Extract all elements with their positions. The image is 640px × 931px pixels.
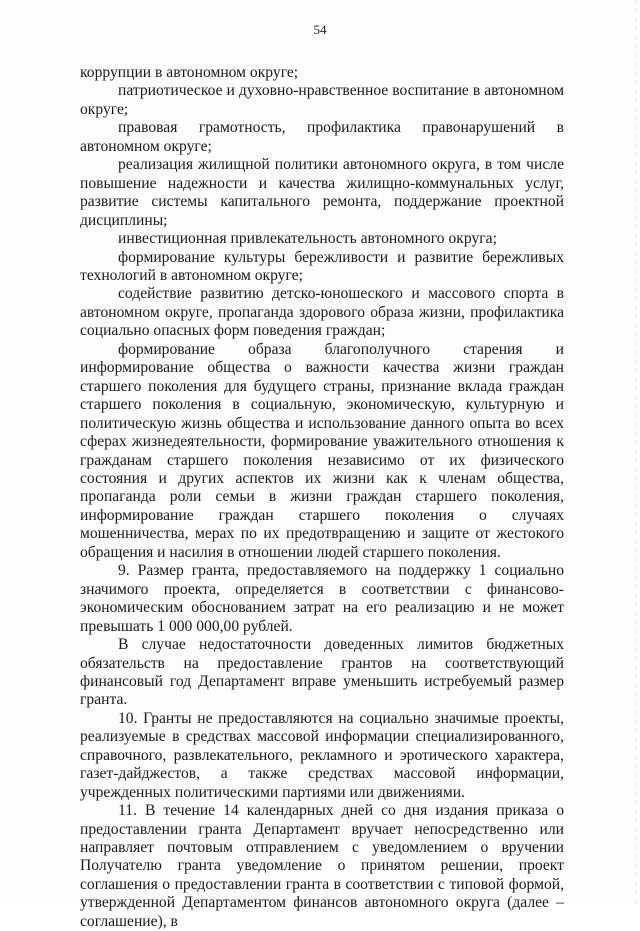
page-number: 54 (313, 22, 327, 37)
paragraph-healthy-aging: формирование образа благополучного старения и информирование общества о важности качества жизни граждан старшего поколения для будущего страны, признание вклада граждан старшего поколения в социальную, экономическую, культурную и политическую жизнь общества и использование данного опыта во всех сферах жизнедеятельности, формирование уважительного отношения к гражданам старшего поколения независимо от их физического состояния и других аспектов их жизни как к членам общества, пропаганда роли семьи в жизни граждан старшего поколения, информирование граждан старшего поколения о случаях мошенничества, мерах по их предотвращению и защите от жестокого обращения и насилия в отношении людей старшего поколения. (80, 340, 564, 561)
paragraph-clause-10-exclusions: 10. Гранты не предоставляются на социально значимые проекты, реализуемые в средствах массовой информации специализированного, справочного, развлекательного, рекламного и эротического характера, газет-дайджестов, а также средствах массовой информации, учрежденных политическими партиями или движениями. (80, 709, 564, 801)
document-body (80, 64, 564, 931)
paragraph-youth-sport: содействие развитию детско-юношеского и массового спорта в автономном округе, пропаганда здорового образа жизни, профилактика социально опасных форм поведения граждан; (80, 285, 564, 340)
paragraph-clause-9-grant-size: 9. Размер гранта, предоставляемого на поддержку 1 социально значимого проекта, определяется в соответствии с финансово-экономическим обоснованием затрат на его реализацию и не может превышать 1 000 000,00 рублей. (80, 562, 564, 635)
paragraph-budget-limits: В случае недостаточности доведенных лимитов бюджетных обязательств на предоставление грантов на соответствующий финансовый год Департамент вправе уменьшить истребуемый размер гранта. (80, 636, 564, 709)
paragraph-investment-attractiveness: инвестиционная привлекательность автономного округа; (118, 230, 497, 248)
paragraph-clause-11-notification: 11. В течение 14 календарных дней со дня издания приказа о предоставлении гранта Департамент вручает непосредственно или направляет почтовым отправлением с уведомлением о вручении Получателю гранта уведомление о принятом решении, проект соглашения о предоставлении гранта в соответствии с типовой формой, утвержденной Департаментом финансов автономного округа (далее – соглашение), в (80, 802, 564, 930)
paragraph-patriotic-education: патриотическое и духовно-нравственное воспитание в автономном округе; (80, 82, 564, 118)
paragraph-legal-literacy: правовая грамотность, профилактика правонарушений в автономном округе; (80, 119, 564, 155)
paragraph-housing-policy: реализация жилищной политики автономного округа, в том числе повышение надежности и качества жилищно-коммунальных услуг, развитие системы капитального ремонта, поддержание проектной дисциплины; (80, 156, 564, 229)
paragraph-corruption-continuation: коррупции в автономном округе; (80, 64, 299, 81)
scan-edge-artifact (635, 0, 636, 905)
paragraph-lean-culture: формирование культуры бережливости и развитие бережливых технологий в автономном округе; (80, 248, 564, 284)
